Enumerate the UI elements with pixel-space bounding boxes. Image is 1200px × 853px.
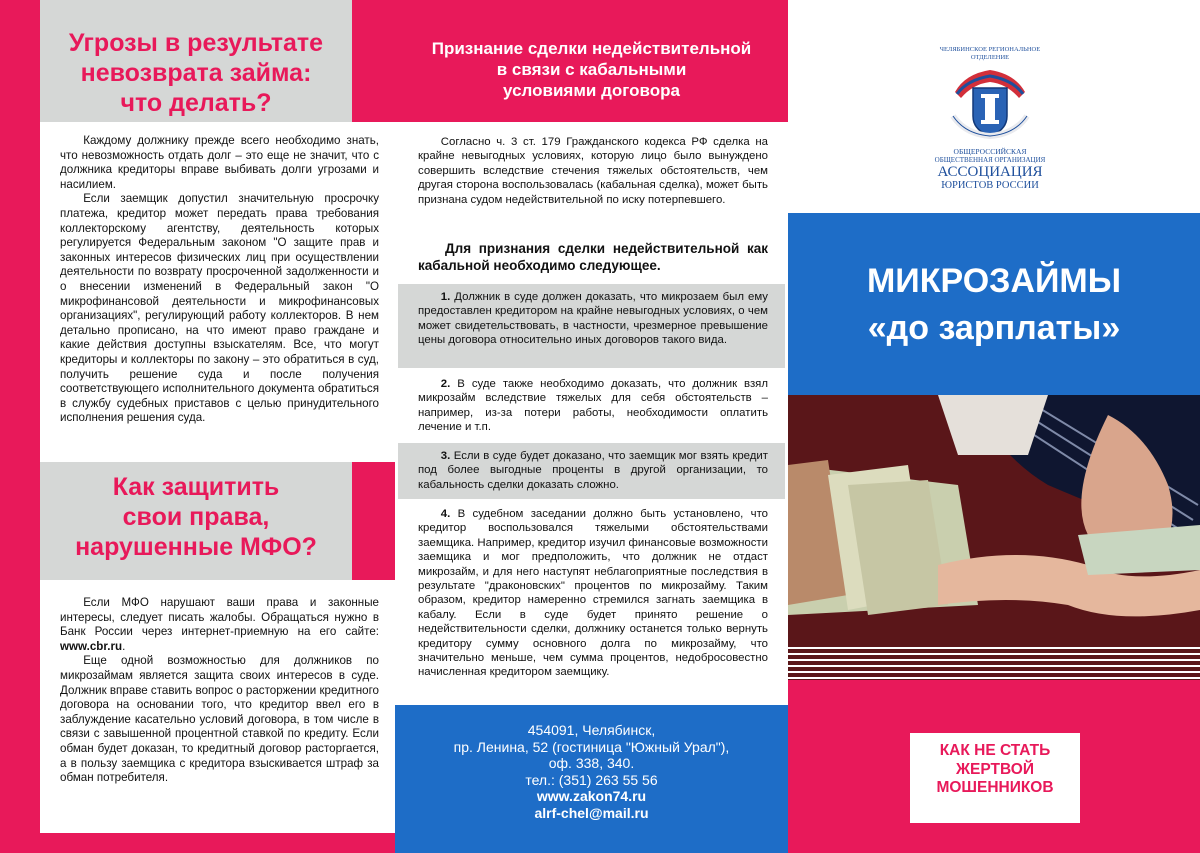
logo-name2: ЮРИСТОВ РОССИИ xyxy=(941,180,1039,191)
point3-text xyxy=(418,449,768,492)
badge-text xyxy=(910,742,1080,798)
point3-body: Если в суде будет доказано, что заемщик мог взять кредит под более выгодные проценты в другой организации, то кабальность сделки доказать сложно. xyxy=(418,450,768,491)
point3-num: 3. xyxy=(440,450,451,462)
point1-num: 1. xyxy=(440,291,451,303)
cover-title-line2: «до зарплаты» xyxy=(867,309,1121,347)
point1-text xyxy=(418,290,768,348)
panel1-para1: Каждому должнику прежде всего необходимо знать, что невозможность отдать долг – это еще не значит, что с должника кредиторы вправе выбивать долги угрозами и насилием. xyxy=(60,134,379,191)
logo xyxy=(920,46,1060,192)
point1-body: Должник в суде должен доказать, что микрозаем был ему предоставлен кредитором на крайне невыгодных условиях, о чем может свидетельствовать, в частности, чрезмерное превышение цены договора относительно иных договоров такого вида. xyxy=(418,291,768,347)
panel1-body xyxy=(60,134,379,426)
cover-title xyxy=(788,258,1200,352)
logo-sub-line2: ОБЩЕСТВЕННАЯ ОРГАНИЗАЦИЯ xyxy=(934,156,1046,164)
point2-text xyxy=(418,377,768,435)
logo-top-line2: ОТДЕЛЕНИЕ xyxy=(970,54,1010,61)
point4-text xyxy=(418,507,768,680)
point2-num: 2. xyxy=(440,378,451,390)
panel1-para2: Если заемщик допустил значительную просрочку платежа, кредитор может передать права требования коллекторскому агентству, деятельность которых регулируется Федеральным законом "О защите прав и законных интересов физических лиц при осуществлении деятельности по возврату просроченной задолженности и о внесении изменений в Федеральный закон "О микрофинансовой деятельности и микрофинансовых организациях", регулирующий работу коллекторов. В нем детально прописано, на что имеют право граждане и какие действия доступны взыскателям. Все, что могут кредиторы и коллекторы по закону – это обратиться в суд, получить решение суда и после получения соответствующего исполнительного документа обратиться в службу судебных приставов с целью принудительного исполнения решения суда. xyxy=(60,192,379,425)
panel2-subhead: Для признания сделки недействительной как кабальной необходимо следующее. xyxy=(418,241,768,273)
logo-sub-line1: ОБЩЕРОССИЙСКАЯ xyxy=(953,147,1027,156)
panel2-title-line2: в связи с кабальными xyxy=(496,60,687,79)
panel1-para3 xyxy=(60,596,379,654)
contact-phone: тел.: (351) 263 55 56 xyxy=(525,771,658,788)
panel1-para3-text: Если МФО нарушают ваши права и законные интересы, следует писать жалобы. Обращаться нужно в Банк России через интернет-приемную на его сайте: xyxy=(60,596,379,639)
point2 xyxy=(418,377,768,435)
panel1-title-line2: невозврата займа: xyxy=(80,59,312,87)
logo-top-line1: ЧЕЛЯБИНСКОЕ РЕГИОНАЛЬНОЕ xyxy=(939,46,1041,53)
contact-office: оф. 338, 340. xyxy=(548,755,635,772)
point4-body: В судебном заседании должно быть установлено, что кредитор воспользовался тяжелыми обстоятельствами заемщика. Например, кредитор изучил финансовые возможности заемщика и мог предположить, что должник не отдаст микрозайм, и для него наступят неблагоприятные последствия в результате "драконовских" процентов по микрозайму. Таким образом, кредитор намеренно стремился загнать заемщика в кабалу. Если в суде будет принято решение о недействительности сделки, должнику останется только вернуть кредитору сумму основного долга по микрозайму, что значительно меньше, чем сумма процентов, недобросовестно начисленная кредитором заемщику. xyxy=(418,508,769,679)
panel2-title-line1: Признание сделки недействительной xyxy=(431,39,752,58)
contact-address1: 454091, Челябинск, xyxy=(527,722,656,738)
panel2-title-line3: условиями договора xyxy=(503,81,680,100)
panel1-title xyxy=(40,28,352,118)
panel1-title-line1: Угрозы в результате xyxy=(68,29,324,57)
badge-line2: ЖЕРТВОЙ xyxy=(956,760,1034,778)
contact-address2: пр. Ленина, 52 (гостиница "Южный Урал"), xyxy=(453,738,730,755)
panel1-title2-line2: свои права, xyxy=(122,503,270,531)
panel1-body2 xyxy=(60,596,379,786)
point1 xyxy=(418,290,768,348)
panel2-intro-text: Согласно ч. 3 ст. 179 Гражданского кодекса РФ сделка на крайне невыгодных условиях, которую лицо было вынуждено совершить вследствие стечения тяжелых обстоятельств, чем другая сторона воспользовалась (кабальная сделка), может быть признана судом недействительной по иску потерпевшего. xyxy=(418,136,768,206)
panel1-title2 xyxy=(40,472,352,562)
panel1-title2-line1: Как защитить xyxy=(112,473,280,501)
contact-website-link[interactable]: www.zakon74.ru xyxy=(536,788,647,805)
point3 xyxy=(418,449,768,492)
panel1-para3-end: . xyxy=(122,639,126,653)
point4 xyxy=(418,507,768,680)
panel1-text-box2 xyxy=(40,580,395,833)
point4-num: 4. xyxy=(440,508,451,520)
logo-name: АССОЦИАЦИЯ xyxy=(937,164,1043,180)
panel1-text-box xyxy=(40,122,395,462)
contact-email-link[interactable]: alrf-chel@mail.ru xyxy=(534,804,649,821)
cbr-link[interactable]: www.cbr.ru xyxy=(60,639,123,653)
panel1-title2-line3: нарушенные МФО? xyxy=(75,533,317,561)
badge-line3: МОШЕННИКОВ xyxy=(936,779,1054,796)
point2-body: В суде также необходимо доказать, что должник взял микрозайм вследствие тяжелых для себя обстоятельств – например, из-за потери работы, необходимости оплатить лечение и т.п. xyxy=(418,378,768,434)
panel2-intro xyxy=(418,135,768,207)
panel1-para4: Еще одной возможностью для должников по микрозаймам является защита своих интересов в суде. Должник вправе ставить вопрос о расторжении кредитного договора на основании того, что кредитор ввел его в заблуждение касательно условий договора, в том числе в связи с завышенной процентной ставкой по кредиту. Если обман будет доказан, то кредитный договор расторгается, а в пользу заемщика с кредитора взыскивается штраф за обман потребителя. xyxy=(60,654,379,785)
badge-line1: КАК НЕ СТАТЬ xyxy=(939,742,1051,759)
contacts xyxy=(395,722,788,822)
cover-photo xyxy=(788,395,1200,680)
cover-title-line1: МИКРОЗАЙМЫ xyxy=(866,262,1122,300)
panel2-title xyxy=(395,38,788,101)
coat-of-arms-icon xyxy=(945,64,1035,144)
money-hands-photo xyxy=(788,395,1200,680)
panel1-title-line3: что делать? xyxy=(120,89,272,117)
